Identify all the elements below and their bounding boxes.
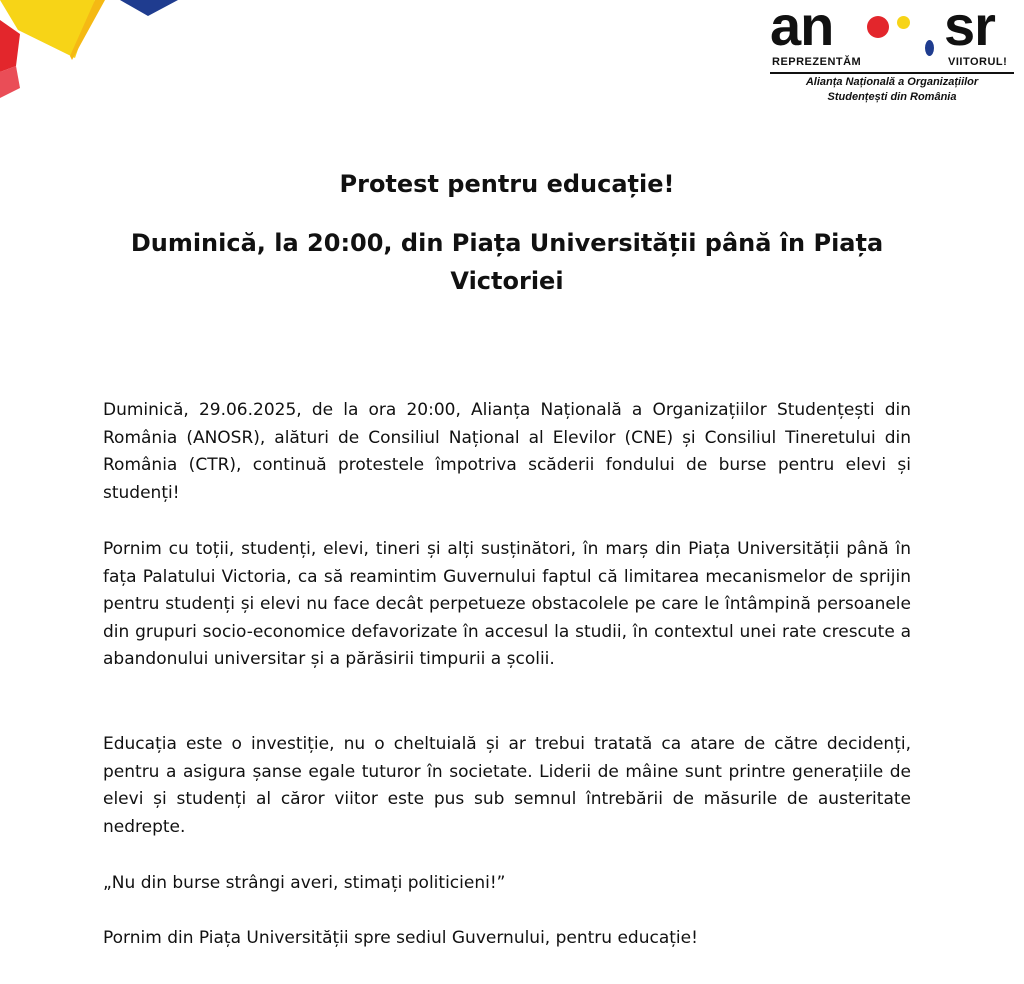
logo-word-left: an (770, 0, 834, 57)
logo-tagline-right: VIITORUL! (948, 56, 1008, 68)
paragraph-announcement: Duminică, 29.06.2025, de la ora 20:00, Alianța Națională a Organizațiilor Studențești din România (ANOSR), alături de Consiliul Național al Elevilor (CNE) și Consiliul Tineretului din România (CTR), continuă protestele împotriva scăderii fondului de burse pentru elevi și studenți! (103, 400, 911, 503)
document-subtitle: Duminică, la 20:00, din Piața Universității până în Piața Victoriei (130, 229, 884, 295)
paragraph-closing: Pornim din Piața Universității spre sediul Guvernului, pentru educație! (103, 928, 698, 948)
document-title: Protest pentru educație! (339, 170, 675, 198)
logo-blue-dot (925, 40, 934, 56)
logo-red-dot (867, 16, 889, 38)
paragraph-slogan: „Nu din burse strângi averi, stimați politicieni!” (103, 873, 506, 893)
logo-yellow-dot (897, 16, 910, 29)
logo-tagline-left: REPREZENTĂM (772, 56, 862, 68)
logo-subtitle-line1: Alianța Națională a Organizațiilor (805, 76, 979, 88)
paragraph-march: Pornim cu toții, studenți, elevi, tineri și alți susținători, în marș din Piața Universității până în fața Palatului Victoria, ca să reamintim Guvernului faptul că limitarea mecanismelor de sprijin pentru studenți și elevi nu face decât perpetueze obstacolele pe care le întâmpină persoanele din grupuri socio-economice defavorizate în accesul la studii, în contextul unei rate crescute a abandonului universitar și a părăsirii timpurii a școlii. (103, 539, 911, 669)
corner-decoration (0, 0, 190, 110)
logo-word-right: sr (944, 0, 995, 57)
paragraph-education: Educația este o investiție, nu o cheltuială și ar trebui tratată ca atare de către decidenți, pentru a asigura șanse egale tuturor în societate. Liderii de mâine sunt printre generațiile de elevi și studenți al căror viitor este pus sub semnul întrebării de măsurile de austeritate nedrepte. (103, 734, 911, 837)
logo-divider (770, 72, 1014, 74)
anosr-logo (766, 0, 1018, 108)
logo-subtitle-line2: Studențești din România (827, 91, 957, 103)
